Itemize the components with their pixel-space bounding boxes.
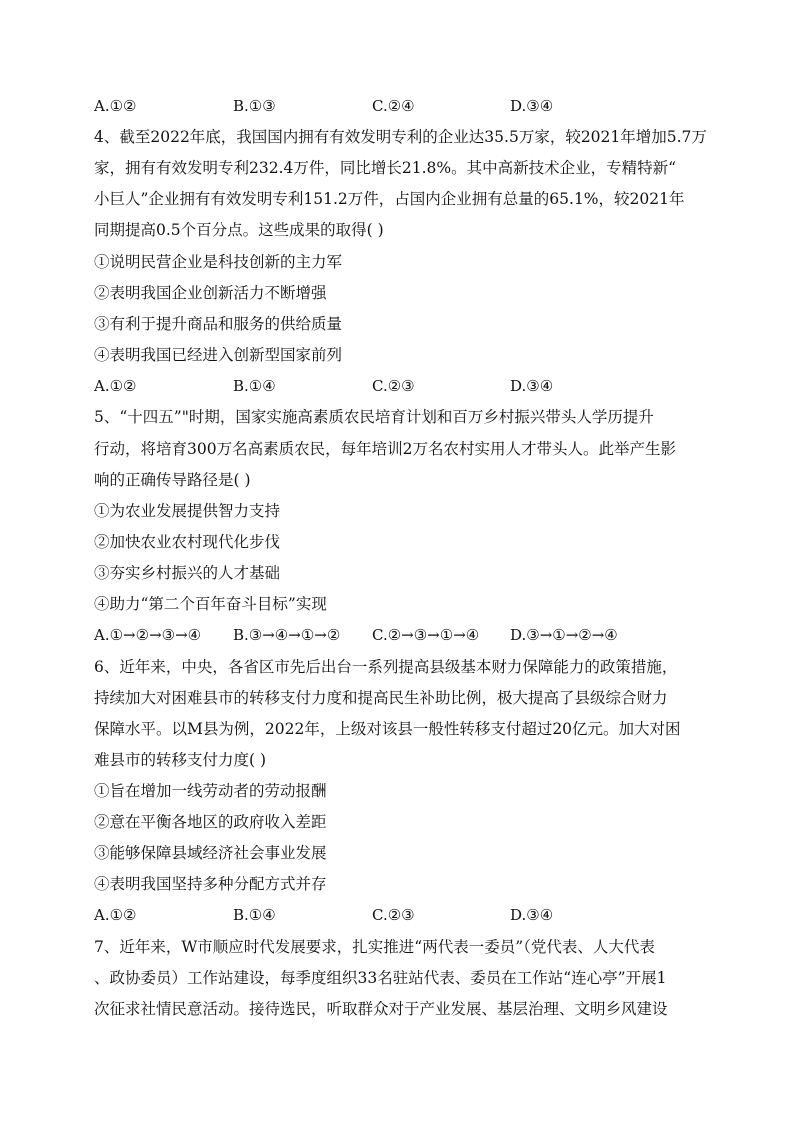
q3-options [94,96,694,116]
q6-item-3: ③能够保障县域经济社会事业发展 [94,844,327,862]
option-a: A.①② [94,906,137,924]
option-b: B.①③ [233,97,276,115]
q5-stem-line-3: 响的正确传导路径是( ) [94,471,251,489]
option-b: B.①④ [233,906,276,924]
q7-stem-line-1: 7、近年来，W市顺应时代发展要求，扎实推进“两代表一委员”（党代表、人大代表 [94,938,655,956]
q6-stem-line-3: 保障水平。以M县为例，2022年，上级对该县一般性转移支付超过20亿元。加大对困 [94,720,681,738]
option-a: A.①② [94,97,137,115]
q5-option-c: C.②→③→①→④ [372,626,480,644]
q6-stem-line-4: 难县市的转移支付力度( ) [94,751,267,769]
q4-item-2: ②表明我国企业创新活力不断增强 [94,284,327,302]
q5-item-1: ①为农业发展提供智力支持 [94,502,281,520]
option-c: C.②④ [372,97,415,115]
q5-option-b: B.③→④→①→② [233,626,341,644]
q4-item-4: ④表明我国已经进入创新型国家前列 [94,346,343,364]
q5-stem-line-2: 行动，将培育300万名高素质农民，每年培训2万名农村实用人才带头人。此举产生影 [94,440,676,458]
option-c: C.②③ [372,906,415,924]
q6-stem-line-2: 持续加大对困难县市的转移支付力度和提高民生补助比例，极大提高了县级综合财力 [94,689,668,707]
q4-stem-line-1: 4、截至2022年底，我国国内拥有有效发明专利的企业达35.5万家，较2021年增加5.7万 [94,128,707,146]
q4-stem-line-4: 同期提高0.5个百分点。这些成果的取得( ) [94,221,384,239]
option-a: A.①② [94,377,137,395]
q6-item-4: ④表明我国坚持多种分配方式并存 [94,875,327,893]
q6-options [94,905,694,925]
q4-item-3: ③有利于提升商品和服务的供给质量 [94,315,343,333]
q4-item-1: ①说明民营企业是科技创新的主力军 [94,253,343,271]
option-d: D.③④ [510,906,554,924]
q4-stem-line-2: 家，拥有有效发明专利232.4万件，同比增长21.8%。其中高新技术企业，专精特新“ [94,159,677,177]
q4-stem-line-3: 小巨人”企业拥有有效发明专利151.2万件，占国内企业拥有总量的65.1%，较2021年 [94,190,685,208]
q7-stem-line-2: 、政协委员）工作站建设，每季度组织33名驻站代表、委员在工作站“连心亭”开展1 [94,969,667,987]
q6-stem-line-1: 6、近年来，中央，各省区市先后出台一系列提高县级基本财力保障能力的政策措施， [94,658,678,676]
q5-option-d: D.③→①→②→④ [510,626,618,644]
q5-item-2: ②加快农业农村现代化步伐 [94,533,281,551]
q5-item-3: ③夯实乡村振兴的人才基础 [94,564,281,582]
q6-item-2: ②意在平衡各地区的政府收入差距 [94,813,327,831]
q5-item-4: ④助力“第二个百年奋斗目标”实现 [94,595,327,613]
option-d: D.③④ [510,97,554,115]
option-d: D.③④ [510,377,554,395]
q7-stem-line-3: 次征求社情民意活动。接待选民，听取群众对于产业发展、基层治理、文明乡风建设 [94,1000,668,1018]
q5-stem-line-1: 5、“十四五”"时期，国家实施高素质农民培育计划和百万乡村振兴带头人学历提升 [94,408,654,426]
option-b: B.①④ [233,377,276,395]
q4-options [94,376,694,396]
q5-option-a: A.①→②→③→④ [94,626,202,644]
option-c: C.②③ [372,377,415,395]
q6-item-1: ①旨在增加一线劳动者的劳动报酬 [94,782,327,800]
